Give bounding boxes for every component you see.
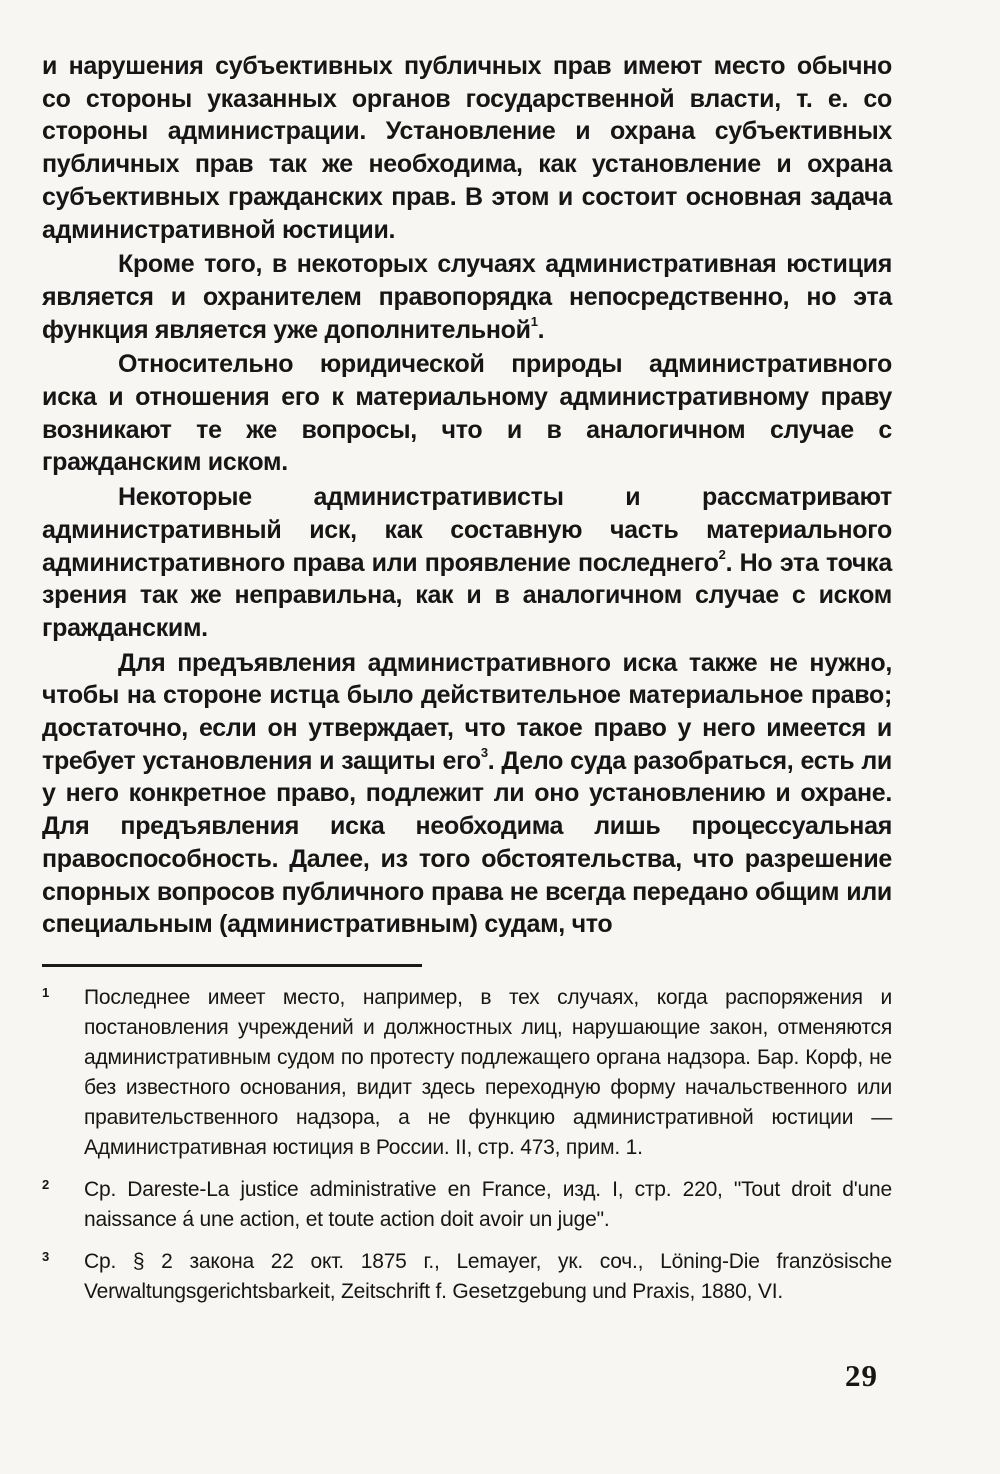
footnote-2-text: Ср. Dareste-La justice administrative en France, изд. I, стр. 220, "Tout droit d'une naissance á une action, et toute action doit avoir un juge". xyxy=(84,1178,892,1231)
footnote-2-number: 2 xyxy=(42,1177,50,1192)
footnote-1 xyxy=(42,983,892,1163)
paragraph-2-text: Кроме того, в некоторых случаях административная юстиция является и охранителем правопорядка непосредственно, но эта функция является уже дополнительной xyxy=(42,250,892,344)
footnote-ref-3: 3 xyxy=(480,745,488,761)
paragraph-5-text-b: . Дело суда разобраться, есть ли у него конкретное право, подлежит ли оно установлению и охране. Для предъявления иска необходима лишь процессуальная правоспособность. Далее, из того обстоятельства, что разрешение спорных вопросов публичного права не всегда передано общим или специальным (административным) судам, что xyxy=(42,746,892,939)
paragraph-1: и нарушения субъективных публичных прав имеют место обычно со стороны указанных органов государственной власти, т. е. со стороны администрации. Установление и охрана субъективных публичных прав так же необходима, как установление и охрана субъективных гражданских прав. В этом и состоит основная задача административной юстиции. xyxy=(42,52,892,244)
main-text xyxy=(42,50,892,941)
footnote-3 xyxy=(42,1247,892,1307)
paragraph-5 xyxy=(42,647,892,941)
footnote-2 xyxy=(42,1175,892,1235)
footnote-separator xyxy=(42,964,422,967)
paragraph-4 xyxy=(42,481,892,645)
footnotes xyxy=(42,983,892,1307)
footnote-1-number: 1 xyxy=(42,985,50,1000)
paragraph-4-text-a: Некоторые административисты и рассматривают административный иск, как составную часть материального административного права или проявление последнего xyxy=(42,483,892,577)
paragraph-5-text-a: Для предъявления административного иска также не нужно, чтобы на стороне истца было действительное материальное право; достаточно, если он утверждает, что такое право у него имеется и требует установления и защиты его xyxy=(42,648,892,775)
footnote-ref-1: 1 xyxy=(530,314,538,330)
page-number: 29 xyxy=(845,1358,878,1393)
footnote-1-text: Последнее имеет место, например, в тех случаях, когда распоряжения и постановления учреждений и должностных лиц, нарушающие закон, отменяются административным судом по протесту подлежащего органа надзора. Бар. Корф, не без известного основания, видит здесь переходную форму начальственного или правительственного надзора, а не функцию административной юстиции — Административная юстиция в России. II, стр. 473, прим. 1. xyxy=(84,986,892,1159)
paragraph-4-text-b: . Но эта точка зрения так же неправильна, как и в аналогичном случае с иском гражданским. xyxy=(42,548,892,642)
footnote-ref-2: 2 xyxy=(718,547,726,563)
paragraph-2: Кроме того, в некоторых случаях административная юстиция является и охранителем правопорядка непосредственно, но эта функция является уже дополнительной$^1$. xyxy=(42,250,892,344)
footnote-3-text: Ср. § 2 закона 22 окт. 1875 г., Lemayer, ук. соч., Löning-Die französische Verwaltungsgerichtsbarkeit, Zeitschrift f. Gesetzgebung und Praxis, 1880, VI. xyxy=(84,1250,892,1303)
footnote-3-number: 3 xyxy=(42,1249,50,1264)
paragraph-3: Относительно юридической природы административного иска и отношения его к материальному административному праву возникают те же вопросы, что и в аналогичном случае с гражданским иском. xyxy=(42,350,892,477)
